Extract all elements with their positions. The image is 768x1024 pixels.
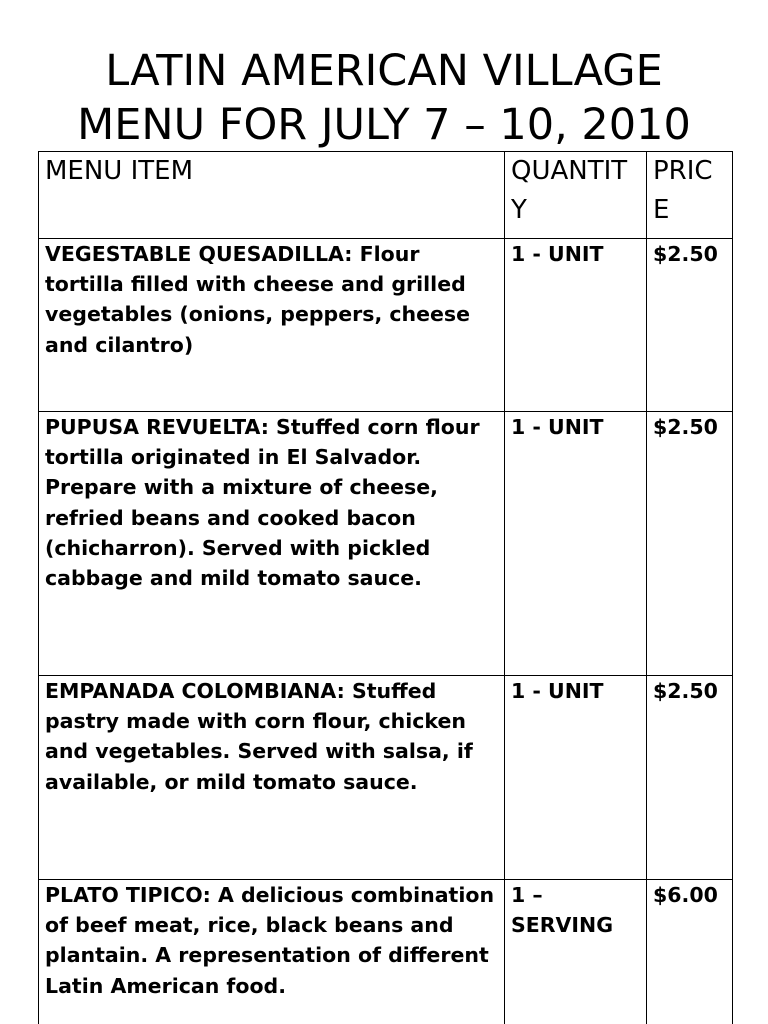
price-cell: $2.50 <box>647 412 733 676</box>
menu-item-cell: PLATO TIPICO: A delicious combination of beef meat, rice, black beans and plantain. A representation of different Latin American food. <box>39 880 505 1024</box>
table-row <box>39 676 733 880</box>
menu-item-cell: EMPANADA COLOMBIANA: Stuffed pastry made with corn flour, chicken and vegetables. Served with salsa, if available, or mild tomato sauce. <box>39 676 505 880</box>
table-row <box>39 412 733 676</box>
column-header-quantity: QUANTITY <box>505 152 647 239</box>
price-cell: $6.00 <box>647 880 733 1024</box>
title-line-2: MENU FOR JULY 7 – 10, 2010 <box>77 100 691 150</box>
table-row <box>39 880 733 1024</box>
price-cell: $2.50 <box>647 239 733 412</box>
table-row <box>39 239 733 412</box>
menu-item-cell: PUPUSA REVUELTA: Stuffed corn flour tortilla originated in El Salvador. Prepare with a mixture of cheese, refried beans and cooked bacon (chicharron). Served with pickled cabbage and mild tomato sauce. <box>39 412 505 676</box>
quantity-cell: 1 - UNIT <box>505 239 647 412</box>
column-header-menu-item: MENU ITEM <box>39 152 505 239</box>
menu-item-cell: VEGESTABLE QUESADILLA: Flour tortilla filled with cheese and grilled vegetables (onions, peppers, cheese and cilantro) <box>39 239 505 412</box>
quantity-cell: 1 – SERVING <box>505 880 647 1024</box>
price-cell: $2.50 <box>647 676 733 880</box>
quantity-cell: 1 - UNIT <box>505 676 647 880</box>
table-header-row <box>39 152 733 239</box>
title-line-1: LATIN AMERICAN VILLAGE <box>105 46 663 96</box>
page-title <box>0 44 768 152</box>
menu-table <box>38 151 733 1024</box>
column-header-price: PRICE <box>647 152 733 239</box>
quantity-cell: 1 - UNIT <box>505 412 647 676</box>
